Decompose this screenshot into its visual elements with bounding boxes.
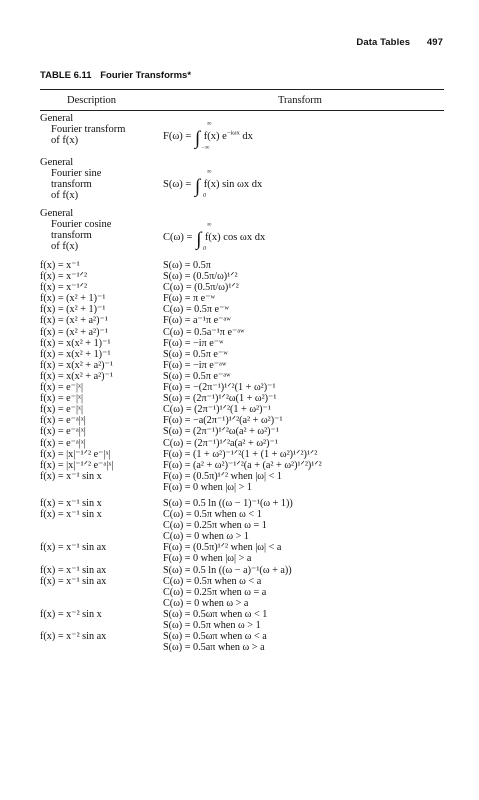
table-row — [40, 498, 444, 509]
desc-line: Fourier sine — [51, 168, 102, 179]
table-row — [40, 620, 444, 631]
table-row — [40, 531, 444, 542]
general-cosine-desc — [40, 208, 111, 252]
row-description: f(x) = (x² + a²)⁻¹ — [40, 326, 108, 338]
row-transform: S(ω) = 0.5ωπ when ω < a — [163, 631, 267, 643]
row-description: f(x) = x(x² + a²)⁻¹ — [40, 370, 113, 382]
table-row — [40, 360, 444, 371]
row-transform: C(ω) = 0 when ω > 1 — [163, 531, 250, 543]
column-header-transform: Transform — [278, 95, 322, 106]
general-cosine-formula — [163, 222, 266, 252]
row-transform: F(ω) = −a(2π⁻¹)¹ᐟ²(a² + ω²)⁻¹ — [163, 415, 283, 427]
row-transform: C(ω) = 0 when ω > a — [163, 597, 249, 609]
row-description: f(x) = |x|⁻¹ᐟ² e⁻ᵃ|ˣ| — [40, 459, 114, 471]
row-transform: C(ω) = (0.5π/ω)¹ᐟ² — [163, 282, 239, 294]
table-row — [40, 520, 444, 531]
row-description: f(x) = e⁻ᵃ|ˣ| — [40, 426, 86, 438]
row-description: f(x) = (x² + a²)⁻¹ — [40, 315, 108, 327]
desc-line: transform — [51, 179, 92, 190]
row-description: f(x) = x(x² + a²)⁻¹ — [40, 359, 113, 371]
row-description: f(x) = x⁻¹ sin x — [40, 509, 102, 521]
page-number: 497 — [426, 37, 443, 48]
row-transform: S(ω) = 0.5 ln ((ω − 1)⁻¹(ω + 1)) — [163, 497, 293, 509]
row-description: f(x) = x⁻¹ sin ax — [40, 575, 107, 587]
row-description: f(x) = x⁻¹ — [40, 260, 80, 271]
table-row — [40, 438, 444, 449]
section-title: Data Tables — [356, 37, 411, 48]
row-transform: C(ω) = (2π⁻¹)¹ᐟ²a(a² + ω²)⁻¹ — [163, 437, 278, 449]
row-transform: F(ω) = −(2π⁻¹)¹ᐟ²(1 + ω²)⁻¹ — [163, 382, 276, 394]
formula-exponent: −iωx — [226, 129, 240, 137]
table-top-rule — [40, 89, 444, 90]
row-transform: F(ω) = 0 when |ω| > a — [163, 553, 252, 565]
formula-lhs: S(ω) = — [163, 179, 192, 190]
desc-line: transform — [51, 230, 92, 241]
row-description: f(x) = e⁻|ˣ| — [40, 382, 84, 394]
table-row — [40, 260, 444, 271]
table-title: Fourier Transforms* — [100, 70, 192, 81]
formula-lhs: F(ω) = — [163, 131, 192, 142]
desc-line: of f(x) — [51, 241, 79, 252]
general-fourier-desc — [40, 113, 125, 146]
table-row — [40, 598, 444, 609]
row-transform: F(ω) = (1 + ω²)⁻¹ᐟ²(1 + (1 + ω²)¹ᐟ²)¹ᐟ² — [163, 448, 318, 460]
integral-lower-limit: 0 — [203, 193, 206, 199]
desc-line: General — [40, 208, 74, 219]
table-row — [40, 415, 444, 426]
table-row — [40, 553, 444, 564]
table-label: TABLE 6.11 — [40, 70, 92, 81]
desc-line: General — [40, 157, 74, 168]
row-transform: C(ω) = 0.5a⁻¹π e⁻ᵃʷ — [163, 326, 245, 338]
table-row — [40, 315, 444, 326]
formula-differential: dx — [242, 131, 253, 142]
row-description: f(x) = e⁻ᵃ|ˣ| — [40, 415, 86, 427]
row-transform: S(ω) = 0.5π e⁻ʷ — [163, 348, 228, 360]
row-transform: F(ω) = a⁻¹π e⁻ᵃʷ — [163, 315, 231, 327]
table-row — [40, 382, 444, 393]
column-header-description: Description — [67, 95, 116, 106]
row-transform: S(ω) = 0.5π e⁻ᵃʷ — [163, 370, 231, 382]
row-transform: C(ω) = 0.5π e⁻ʷ — [163, 304, 229, 316]
row-description: f(x) = e⁻|ˣ| — [40, 404, 84, 416]
desc-line: General — [40, 113, 74, 124]
row-description: f(x) = e⁻ᵃ|ˣ| — [40, 437, 86, 449]
table-row — [40, 449, 444, 460]
table-row — [40, 482, 444, 493]
row-transform: F(ω) = (0.5π)¹ᐟ² when |ω| < a — [163, 542, 282, 554]
row-description: f(x) = x⁻¹ sin ax — [40, 564, 107, 576]
row-transform: S(ω) = 0.5 ln ((ω − a)⁻¹(ω + a)) — [163, 564, 292, 576]
table-row — [40, 609, 444, 620]
row-transform: F(ω) = −iπ e⁻ʷ — [163, 337, 224, 349]
table-row — [40, 471, 444, 482]
row-description: f(x) = (x² + 1)⁻¹ — [40, 304, 106, 316]
row-transform: F(ω) = −iπ e⁻ᵃʷ — [163, 359, 227, 371]
formula-integrand: f(x) cos ωx dx — [204, 232, 266, 243]
general-sine-formula — [163, 169, 263, 199]
formula-lhs: C(ω) = — [163, 232, 193, 243]
table-row — [40, 327, 444, 338]
row-transform: S(ω) = (0.5π/ω)¹ᐟ² — [163, 271, 238, 283]
formula-integrand: f(x) e — [203, 131, 227, 142]
integral-lower-limit: 0 — [203, 246, 206, 252]
row-description: f(x) = x(x² + 1)⁻¹ — [40, 348, 111, 360]
row-transform: S(ω) = (2π⁻¹)¹ᐟ²ω(a² + ω²)⁻¹ — [163, 426, 279, 438]
table-row — [40, 293, 444, 304]
row-transform: F(ω) = (0.5π)¹ᐟ² when |ω| < 1 — [163, 470, 282, 482]
general-sine-desc — [40, 157, 101, 201]
row-transform: C(ω) = 0.25π when ω = a — [163, 586, 267, 598]
table-row — [40, 460, 444, 471]
row-transform: S(ω) = (2π⁻¹)¹ᐟ²ω(1 + ω²)⁻¹ — [163, 393, 277, 405]
row-description: f(x) = x⁻¹ᐟ² — [40, 282, 88, 294]
desc-line: Fourier transform — [51, 124, 126, 135]
general-fourier-formula — [163, 121, 253, 151]
table-row — [40, 304, 444, 315]
row-description: f(x) = x(x² + 1)⁻¹ — [40, 337, 111, 349]
row-description: f(x) = x⁻¹ sin ax — [40, 542, 107, 554]
integral-lower-limit: −∞ — [201, 145, 210, 151]
integral-upper-limit: ∞ — [207, 169, 212, 175]
page-header — [356, 37, 443, 48]
row-description: f(x) = x⁻¹ sin x — [40, 497, 102, 509]
table-row — [40, 393, 444, 404]
table-row — [40, 371, 444, 382]
table-row — [40, 576, 444, 587]
row-transform: F(ω) = π e⁻ʷ — [163, 293, 215, 305]
table-row — [40, 542, 444, 553]
table-header-rule — [40, 110, 444, 111]
integral-sign: ∫ — [194, 176, 201, 197]
row-description: f(x) = (x² + 1)⁻¹ — [40, 293, 106, 305]
row-transform: C(ω) = 0.25π when ω = 1 — [163, 520, 267, 532]
table-caption — [40, 70, 191, 81]
table-row — [40, 631, 444, 642]
row-transform: C(ω) = 0.5π when ω < a — [163, 575, 262, 587]
integral-upper-limit: ∞ — [207, 121, 212, 127]
table-row — [40, 642, 444, 653]
table-row — [40, 404, 444, 415]
table-row — [40, 338, 444, 349]
row-transform: S(ω) = 0.5ωπ when ω < 1 — [163, 608, 268, 620]
row-transform: F(ω) = 0 when |ω| > 1 — [163, 481, 252, 493]
row-transform: S(ω) = 0.5aπ when ω > a — [163, 642, 265, 654]
row-description: f(x) = x⁻² sin ax — [40, 631, 107, 643]
row-description: f(x) = e⁻|ˣ| — [40, 393, 84, 405]
row-transform: C(ω) = 0.5π when ω < 1 — [163, 509, 262, 521]
desc-line: of f(x) — [51, 135, 79, 146]
row-transform: C(ω) = (2π⁻¹)¹ᐟ²(1 + ω²)⁻¹ — [163, 404, 271, 416]
table-row — [40, 565, 444, 576]
row-description: f(x) = x⁻¹ᐟ² — [40, 271, 88, 283]
row-description: f(x) = x⁻¹ sin x — [40, 470, 102, 482]
desc-line: Fourier cosine — [51, 219, 112, 230]
row-transform: S(ω) = 0.5π — [163, 260, 211, 271]
row-transform: S(ω) = 0.5π when ω > 1 — [163, 620, 261, 631]
transform-rows — [40, 260, 444, 653]
integral-upper-limit: ∞ — [207, 222, 212, 228]
integral-sign: ∫ — [196, 229, 202, 250]
row-description: f(x) = x⁻² sin x — [40, 608, 102, 620]
table-row — [40, 509, 444, 520]
row-transform: F(ω) = (a² + ω²)⁻¹ᐟ²(a + (a² + ω²)¹ᐟ²)¹ᐟ² — [163, 459, 322, 471]
formula-integrand: f(x) sin ωx dx — [203, 179, 263, 190]
table-row — [40, 282, 444, 293]
desc-line: of f(x) — [51, 190, 79, 201]
row-description: f(x) = |x|⁻¹ᐟ² e⁻|ˣ| — [40, 448, 111, 460]
table-row — [40, 426, 444, 437]
table-row — [40, 587, 444, 598]
integral-sign: ∫ — [194, 128, 201, 149]
table-row — [40, 271, 444, 282]
table-row — [40, 349, 444, 360]
